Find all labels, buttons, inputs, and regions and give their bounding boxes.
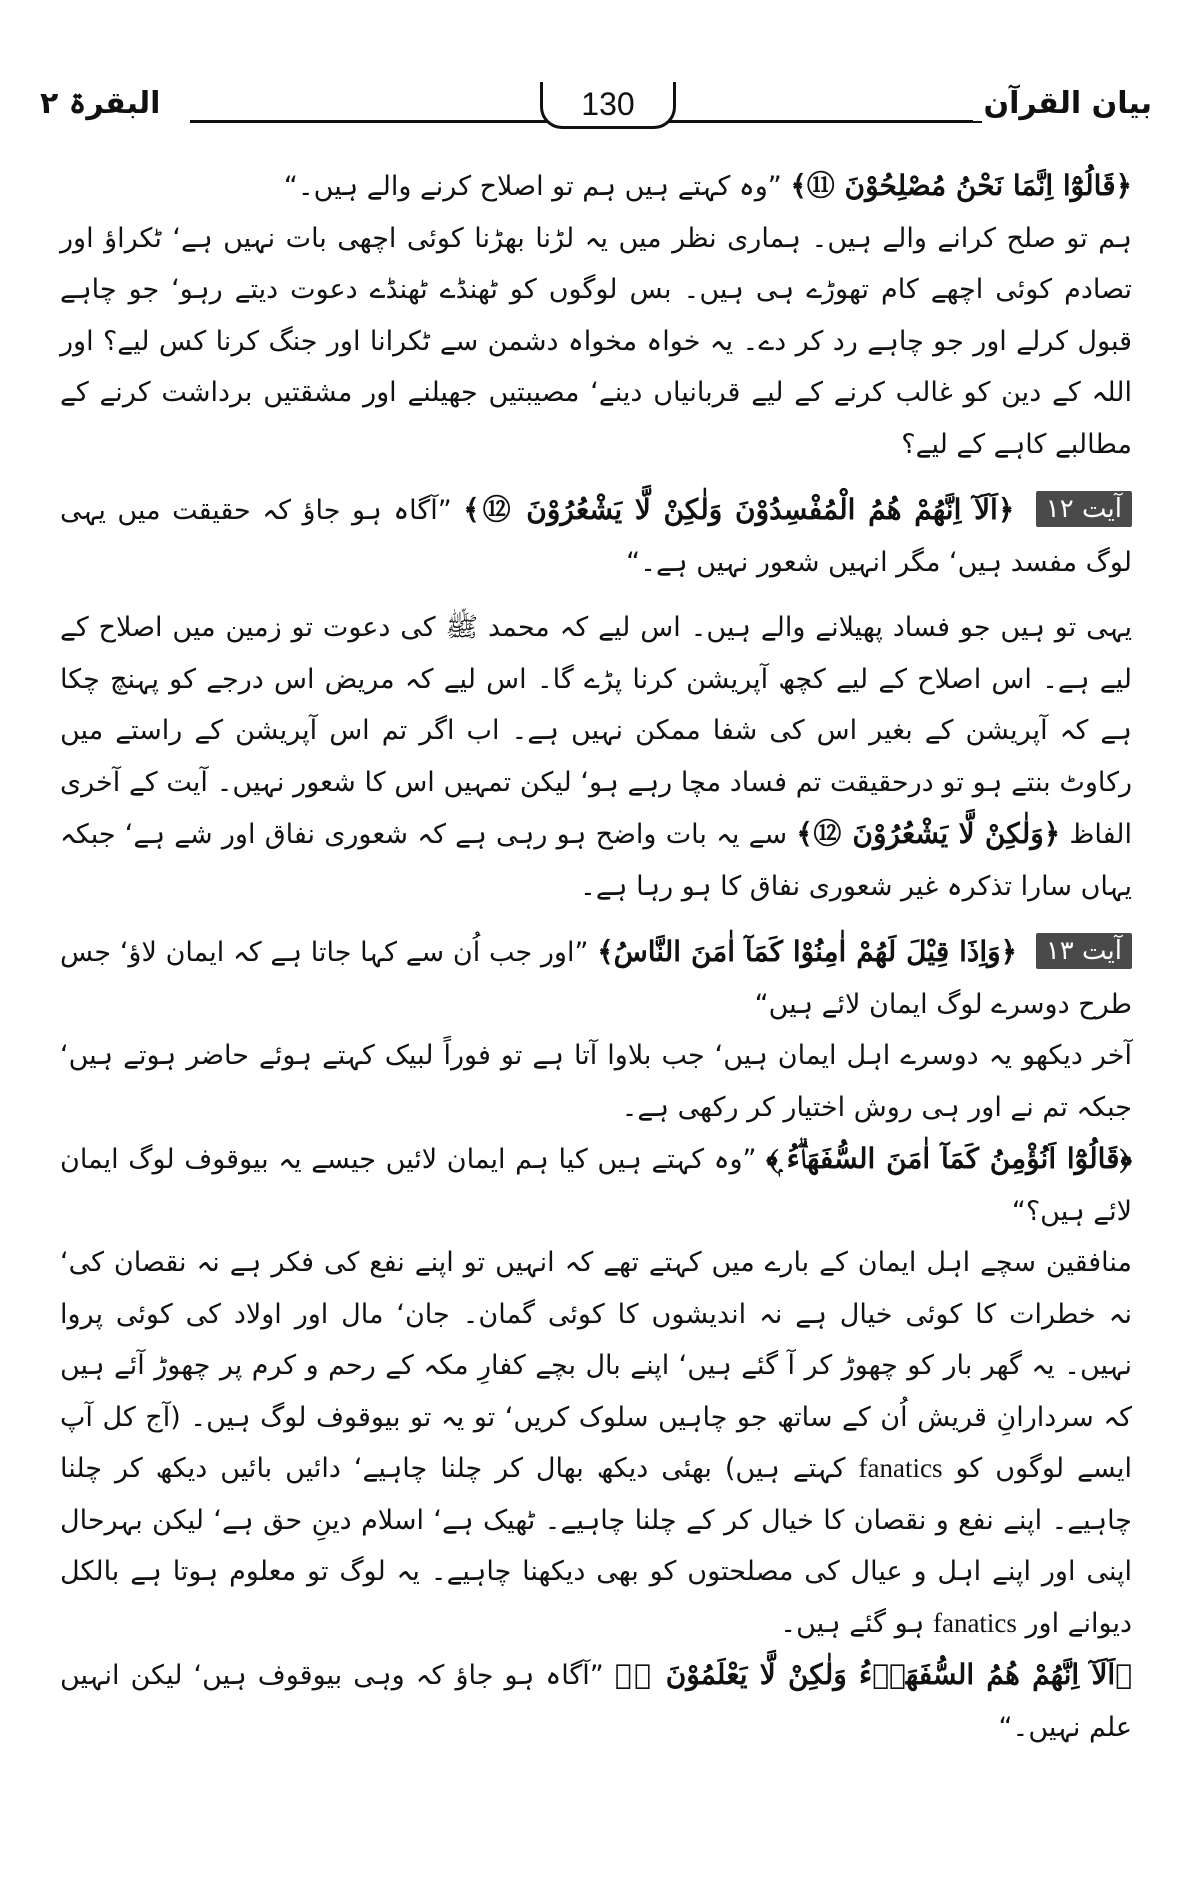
- book-title: بیان القرآن: [973, 86, 1152, 121]
- paragraph-9: [60, 1649, 1132, 1753]
- translation: ”اور جب اُن سے کہا جاتا ہے کہ ایمان لاؤ‘ جس طرح دوسرے لوگ ایمان لائے ہیں“: [60, 937, 1132, 1020]
- commentary: آخر دیکھو یہ دوسرے اہل ایمان ہیں‘ جب بلاوا آتا ہے تو فوراً لبیک کہتے ہوئے حاضر ہوتے ہیں‘ جبکہ تم نے اور ہی روش اختیار کر رکھی ہے۔: [60, 1040, 1132, 1123]
- quranic-verse: ﴿اَلَآ اِنَّھُمْ ھُمُ الْمُفْسِدُوْنَ وَلٰكِنْ لَّا یَشْعُرُوْنَ ⑫﴾: [463, 493, 1015, 526]
- commentary-continued: کہتے ہیں) بھئی دیکھ بھال کر چلنا چاہیے‘ دائیں بائیں دیکھ کر چلنا چاہیے۔ اپنے نفع و نقصان کا خیال کر کے چلنا چاہیے۔ ٹھیک ہے‘ اسلام دینِ حق ہے‘ لیکن بہرحال اپنی اور اپنے اہل و عیال کی مصلحتوں کو بھی دیکھنا چاہیے۔ یہ لوگ تو معلوم ہوتا ہے بالکل دیوانے اور: [60, 1453, 1132, 1639]
- surah-label: البقرۃ ۲: [40, 86, 170, 121]
- paragraph-2: [60, 213, 1132, 471]
- commentary: ہم تو صلح کرانے والے ہیں۔ ہماری نظر میں یہ لڑنا بھڑنا کوئی اچھی بات نہیں ہے‘ ٹکراؤ اور تصادم کوئی اچھے کام تھوڑے ہی ہیں۔ بس لوگوں کو ٹھنڈے ٹھنڈے دعوت دیتے رہو‘ جو چاہے قبول کرلے اور جو چاہے رد کر دے۔ یہ خواہ مخواہ دشمن سے ٹکرانا اور جنگ کرنا کس لیے؟ اور اللہ کے دین کو غالب کرنے کے لیے قربانیاں دینے‘ مصیبتیں جھیلنے اور مشقتیں برداشت کرنے کے مطالبے کاہے کے لیے؟: [60, 222, 1132, 460]
- quranic-verse: ﴿وَاِذَا قِیْلَ لَھُمْ اٰمِنُوْا كَمَآ اٰمَنَ النَّاسُ﴾: [597, 935, 1018, 968]
- translation: ”آگاہ ہو جاؤ کہ وہی بیوقوف ہیں‘ لیکن انہیں علم نہیں۔“: [60, 1660, 1132, 1743]
- translation: ”وہ کہتے ہیں ہم تو اصلاح کرنے والے ہیں۔“: [283, 171, 782, 202]
- commentary-end: ہو گئے ہیں۔: [780, 1607, 925, 1639]
- paragraph-4: [60, 602, 1132, 912]
- page-number: 130: [540, 82, 676, 129]
- body-text: [60, 160, 1132, 1753]
- quranic-verse: ﴿وَلٰكِنْ لَّا یَشْعُرُوْنَ ⑫﴾: [796, 817, 1061, 850]
- commentary-continued: سے یہ بات واضح ہو رہی ہے کہ شعوری نفاق اور شے ہے‘ جبکہ یہاں سارا تذکرہ غیر شعوری نفاق کا ہو رہا ہے۔: [60, 819, 1132, 902]
- quranic-verse: ﴿قَالُوْٓا اِنَّمَا نَحْنُ مُصْلِحُوْنَ ⑪﴾: [790, 169, 1132, 202]
- translation: ”آگاہ ہو جاؤ کہ حقیقت میں یہی لوگ مفسد ہیں‘ مگر انہیں شعور نہیں ہے۔“: [60, 495, 1132, 578]
- english-word: fanatics: [858, 1453, 943, 1483]
- running-header: [40, 82, 1152, 142]
- verse-number-tag: آیت ۱۳: [1036, 933, 1132, 969]
- paragraph-1: [60, 160, 1132, 213]
- commentary: منافقین سچے اہل ایمان کے بارے میں کہتے تھے کہ انہیں تو اپنے نفع کی فکر ہے نہ نقصان کی‘ نہ خطرات کا کوئی خیال ہے نہ اندیشوں کا کوئی گمان۔ جان‘ مال اور اولاد کی کوئی پروا نہیں۔ یہ گھر بار کو چھوڑ کر آ گئے ہیں‘ اپنے بال بچے کفارِ مکہ کے رحم و کرم پر چھوڑ آئے ہیں کہ سردارانِ قریش اُن کے ساتھ جو چاہیں سلوک کریں‘ تو یہ تو بیوقوف لوگ ہیں۔ (آج کل آپ ایسے لوگوں کو: [60, 1247, 1132, 1484]
- paragraph-6: [60, 1030, 1132, 1133]
- quranic-verse: ﴿قَالُوْٓا اَنُؤْمِنُ كَمَآ اٰمَنَ السُّفَھَاۗءُ ۭ﴾: [766, 1142, 1132, 1175]
- verse-number-tag: آیت ۱۲: [1036, 491, 1132, 527]
- paragraph-7: [60, 1133, 1132, 1237]
- quranic-verse: ﴿اَلَآ اِنَّھُمْ ھُمُ السُّفَھَاۗءُ وَلٰكِنْ لَّا یَعْلَمُوْنَ ⑬﴾: [614, 1658, 1132, 1691]
- english-word: fanatics: [932, 1607, 1017, 1638]
- paragraph-3: [60, 484, 1132, 588]
- paragraph-5: [60, 926, 1132, 1030]
- commentary: یہی تو ہیں جو فساد پھیلانے والے ہیں۔ اس لیے کہ محمد ﷺ کی دعوت تو زمین میں اصلاح کے لیے ہے۔ اس اصلاح کے لیے کچھ آپریشن کرنا پڑے گا۔ اس لیے کہ مریض اس درجے کو پہنچ چکا ہے کہ آپریشن کے بغیر اس کی شفا ممکن نہیں ہے۔ اب اگر تم اس آپریشن کے راستے میں رکاوٹ بنتے ہو تو درحقیقت تم فساد مچا رہے ہو‘ لیکن تمہیں اس کا شعور نہیں۔ آیت کے آخری الفاظ: [60, 612, 1132, 850]
- translation: ”وہ کہتے ہیں کیا ہم ایمان لائیں جیسے یہ بیوقوف لوگ ایمان لائے ہیں؟“: [60, 1144, 1132, 1227]
- paragraph-8: [60, 1237, 1132, 1649]
